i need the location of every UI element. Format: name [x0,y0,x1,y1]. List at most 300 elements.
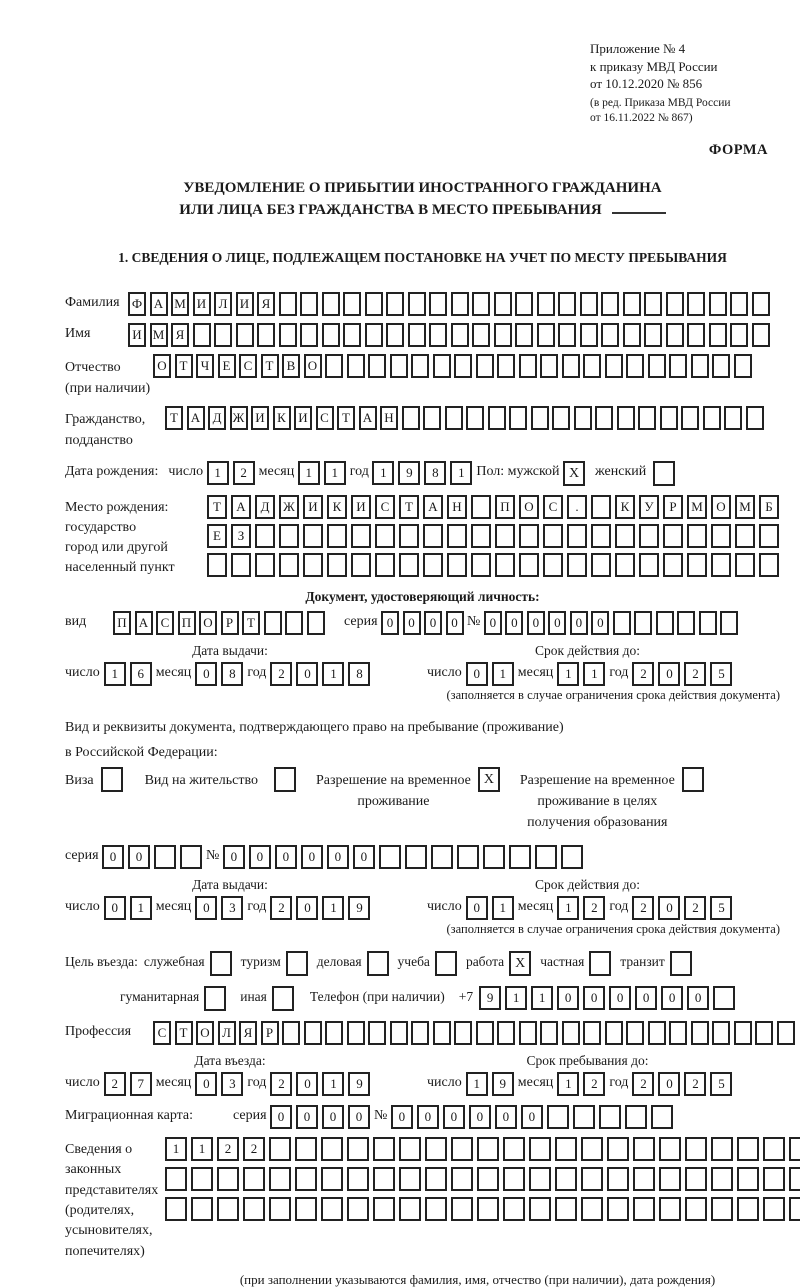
char-cell[interactable] [752,292,770,316]
purpose-work-checkbox[interactable]: X [509,951,531,976]
char-cell[interactable]: 1 [450,461,472,485]
char-cell[interactable] [711,1167,733,1191]
char-cell[interactable] [669,354,687,378]
char-cell[interactable] [300,323,318,347]
char-cell[interactable]: 1 [322,662,344,686]
char-cell[interactable] [411,354,429,378]
char-cell[interactable] [519,553,539,577]
char-cell[interactable]: М [171,292,189,316]
char-cell[interactable] [373,1197,395,1221]
char-cell[interactable] [243,1197,265,1221]
char-cell[interactable]: С [316,406,334,430]
char-cell[interactable] [457,845,479,869]
purpose-humanitarian-checkbox[interactable] [204,986,226,1011]
char-cell[interactable] [687,323,705,347]
char-cell[interactable]: 2 [583,1072,605,1096]
char-cell[interactable] [789,1197,800,1221]
char-cell[interactable]: П [178,611,196,635]
char-cell[interactable] [699,611,717,635]
char-cell[interactable] [368,1021,386,1045]
char-cell[interactable]: 1 [531,986,553,1010]
char-cell[interactable]: 1 [557,662,579,686]
char-cell[interactable] [408,292,426,316]
char-cell[interactable] [191,1167,213,1191]
char-cell[interactable]: Н [380,406,398,430]
char-cell[interactable] [555,1197,577,1221]
char-cell[interactable] [488,406,506,430]
char-cell[interactable]: 0 [417,1105,439,1129]
char-cell[interactable] [433,1021,451,1045]
char-cell[interactable] [712,354,730,378]
char-cell[interactable] [279,553,299,577]
char-cell[interactable]: 2 [684,896,706,920]
char-cell[interactable] [243,1167,265,1191]
char-cell[interactable]: 0 [495,1105,517,1129]
char-cell[interactable] [709,292,727,316]
residence-permit-checkbox[interactable] [274,767,296,792]
char-cell[interactable]: 0 [424,611,442,635]
char-cell[interactable] [703,406,721,430]
char-cell[interactable] [303,553,323,577]
char-cell[interactable] [519,524,539,548]
char-cell[interactable] [279,323,297,347]
char-cell[interactable] [583,1021,601,1045]
char-cell[interactable]: 1 [372,461,394,485]
char-cell[interactable] [763,1167,785,1191]
char-cell[interactable]: А [187,406,205,430]
char-cell[interactable]: И [303,495,323,519]
char-cell[interactable]: А [423,495,443,519]
char-cell[interactable]: 0 [609,986,631,1010]
char-cell[interactable]: 0 [195,662,217,686]
char-cell[interactable]: 0 [327,845,349,869]
char-cell[interactable] [451,292,469,316]
char-cell[interactable]: 0 [527,611,545,635]
char-cell[interactable] [471,553,491,577]
char-cell[interactable]: 9 [348,896,370,920]
char-cell[interactable] [543,553,563,577]
char-cell[interactable]: Р [261,1021,279,1045]
char-cell[interactable]: Н [447,495,467,519]
char-cell[interactable]: 0 [443,1105,465,1129]
char-cell[interactable] [547,1105,569,1129]
char-cell[interactable] [644,323,662,347]
char-cell[interactable] [282,1021,300,1045]
char-cell[interactable] [687,292,705,316]
char-cell[interactable] [399,524,419,548]
char-cell[interactable] [759,553,779,577]
char-cell[interactable] [347,1137,369,1161]
char-cell[interactable]: 0 [270,1105,292,1129]
char-cell[interactable]: 1 [322,1072,344,1096]
char-cell[interactable] [390,1021,408,1045]
char-cell[interactable]: 2 [243,1137,265,1161]
char-cell[interactable] [180,845,202,869]
char-cell[interactable]: А [231,495,251,519]
char-cell[interactable]: 9 [492,1072,514,1096]
char-cell[interactable] [399,1167,421,1191]
char-cell[interactable]: Т [165,406,183,430]
char-cell[interactable] [755,1021,773,1045]
char-cell[interactable]: Б [759,495,779,519]
char-cell[interactable]: Ж [279,495,299,519]
char-cell[interactable] [477,1137,499,1161]
char-cell[interactable] [663,553,683,577]
char-cell[interactable] [503,1197,525,1221]
char-cell[interactable]: 1 [298,461,320,485]
char-cell[interactable] [737,1167,759,1191]
char-cell[interactable] [264,611,282,635]
char-cell[interactable] [509,845,531,869]
temp-residence-permit-checkbox[interactable]: X [478,767,500,792]
char-cell[interactable]: Р [221,611,239,635]
char-cell[interactable] [535,845,557,869]
char-cell[interactable]: 2 [632,662,654,686]
char-cell[interactable] [373,1137,395,1161]
char-cell[interactable] [322,323,340,347]
char-cell[interactable]: И [128,323,146,347]
char-cell[interactable] [269,1197,291,1221]
temp-residence-permit-education-checkbox[interactable] [682,767,704,792]
purpose-official-checkbox[interactable] [210,951,232,976]
char-cell[interactable]: А [135,611,153,635]
char-cell[interactable]: В [282,354,300,378]
char-cell[interactable] [648,354,666,378]
char-cell[interactable] [519,1021,537,1045]
char-cell[interactable] [429,292,447,316]
char-cell[interactable] [734,1021,752,1045]
char-cell[interactable] [543,524,563,548]
char-cell[interactable] [567,553,587,577]
char-cell[interactable]: 2 [270,1072,292,1096]
char-cell[interactable] [279,292,297,316]
char-cell[interactable] [607,1137,629,1161]
char-cell[interactable] [615,524,635,548]
char-cell[interactable] [471,495,491,519]
char-cell[interactable]: 1 [324,461,346,485]
char-cell[interactable]: 0 [446,611,464,635]
char-cell[interactable] [574,406,592,430]
char-cell[interactable]: 5 [710,896,732,920]
char-cell[interactable]: Я [171,323,189,347]
char-cell[interactable] [321,1137,343,1161]
char-cell[interactable] [651,1105,673,1129]
char-cell[interactable]: И [236,292,254,316]
char-cell[interactable] [295,1197,317,1221]
char-cell[interactable]: 1 [492,896,514,920]
char-cell[interactable] [789,1137,800,1161]
char-cell[interactable] [607,1167,629,1191]
char-cell[interactable]: 5 [710,1072,732,1096]
char-cell[interactable] [777,1021,795,1045]
char-cell[interactable] [633,1137,655,1161]
char-cell[interactable] [476,1021,494,1045]
char-cell[interactable] [763,1197,785,1221]
char-cell[interactable] [529,1197,551,1221]
char-cell[interactable]: К [273,406,291,430]
char-cell[interactable]: 0 [658,896,680,920]
char-cell[interactable] [405,845,427,869]
char-cell[interactable] [573,1105,595,1129]
char-cell[interactable] [595,406,613,430]
char-cell[interactable]: 2 [233,461,255,485]
char-cell[interactable]: 2 [583,896,605,920]
char-cell[interactable] [373,1167,395,1191]
char-cell[interactable] [648,1021,666,1045]
char-cell[interactable] [343,323,361,347]
char-cell[interactable] [411,1021,429,1045]
char-cell[interactable]: 1 [165,1137,187,1161]
char-cell[interactable] [503,1137,525,1161]
char-cell[interactable] [735,553,755,577]
char-cell[interactable]: 0 [128,845,150,869]
char-cell[interactable] [347,1197,369,1221]
char-cell[interactable] [605,354,623,378]
gender-male-checkbox[interactable]: X [563,461,585,486]
char-cell[interactable] [351,524,371,548]
char-cell[interactable] [724,406,742,430]
char-cell[interactable] [423,406,441,430]
char-cell[interactable] [279,524,299,548]
char-cell[interactable] [497,354,515,378]
char-cell[interactable] [257,323,275,347]
char-cell[interactable]: П [495,495,515,519]
char-cell[interactable]: 0 [484,611,502,635]
char-cell[interactable] [321,1197,343,1221]
char-cell[interactable] [529,1137,551,1161]
purpose-business-checkbox[interactable] [367,951,389,976]
char-cell[interactable] [685,1137,707,1161]
char-cell[interactable] [685,1197,707,1221]
char-cell[interactable]: С [239,354,257,378]
char-cell[interactable] [423,524,443,548]
char-cell[interactable] [454,1021,472,1045]
char-cell[interactable] [617,406,635,430]
char-cell[interactable] [269,1167,291,1191]
char-cell[interactable]: 0 [348,1105,370,1129]
purpose-study-checkbox[interactable] [435,951,457,976]
char-cell[interactable]: 1 [557,896,579,920]
char-cell[interactable]: Е [218,354,236,378]
char-cell[interactable]: Я [257,292,275,316]
char-cell[interactable] [752,323,770,347]
char-cell[interactable] [351,553,371,577]
char-cell[interactable]: П [113,611,131,635]
char-cell[interactable]: 0 [353,845,375,869]
char-cell[interactable] [607,1197,629,1221]
char-cell[interactable] [515,323,533,347]
char-cell[interactable] [304,1021,322,1045]
char-cell[interactable] [623,323,641,347]
char-cell[interactable] [656,611,674,635]
char-cell[interactable]: 1 [466,1072,488,1096]
char-cell[interactable] [295,1167,317,1191]
purpose-transit-checkbox[interactable] [670,951,692,976]
char-cell[interactable] [154,845,176,869]
char-cell[interactable] [386,323,404,347]
char-cell[interactable] [368,354,386,378]
char-cell[interactable] [558,292,576,316]
purpose-private-checkbox[interactable] [589,951,611,976]
char-cell[interactable] [638,406,656,430]
char-cell[interactable]: 0 [658,1072,680,1096]
char-cell[interactable] [601,292,619,316]
char-cell[interactable]: Ч [196,354,214,378]
char-cell[interactable]: Я [239,1021,257,1045]
char-cell[interactable] [451,1197,473,1221]
char-cell[interactable]: С [375,495,395,519]
char-cell[interactable] [476,354,494,378]
char-cell[interactable] [347,1167,369,1191]
char-cell[interactable]: К [615,495,635,519]
char-cell[interactable] [687,524,707,548]
char-cell[interactable] [663,524,683,548]
gender-female-checkbox[interactable] [653,461,675,486]
char-cell[interactable]: Р [663,495,683,519]
char-cell[interactable]: 1 [583,662,605,686]
char-cell[interactable]: 1 [207,461,229,485]
char-cell[interactable] [451,1167,473,1191]
char-cell[interactable]: Д [208,406,226,430]
char-cell[interactable]: . [567,495,587,519]
char-cell[interactable] [408,323,426,347]
char-cell[interactable] [327,524,347,548]
char-cell[interactable] [581,1167,603,1191]
char-cell[interactable]: 3 [221,1072,243,1096]
char-cell[interactable]: 2 [684,662,706,686]
char-cell[interactable] [615,553,635,577]
char-cell[interactable]: Т [175,1021,193,1045]
char-cell[interactable] [423,553,443,577]
char-cell[interactable] [303,524,323,548]
char-cell[interactable]: Е [207,524,227,548]
char-cell[interactable]: 0 [469,1105,491,1129]
char-cell[interactable] [217,1197,239,1221]
char-cell[interactable] [497,1021,515,1045]
char-cell[interactable]: 8 [348,662,370,686]
char-cell[interactable] [730,323,748,347]
char-cell[interactable] [454,354,472,378]
char-cell[interactable] [472,323,490,347]
char-cell[interactable] [634,611,652,635]
char-cell[interactable]: 0 [104,896,126,920]
char-cell[interactable] [255,524,275,548]
char-cell[interactable]: 0 [249,845,271,869]
char-cell[interactable]: 1 [322,896,344,920]
char-cell[interactable] [599,1105,621,1129]
char-cell[interactable]: И [294,406,312,430]
char-cell[interactable]: Л [218,1021,236,1045]
char-cell[interactable] [666,292,684,316]
char-cell[interactable]: 0 [687,986,709,1010]
char-cell[interactable]: 0 [548,611,566,635]
char-cell[interactable] [601,323,619,347]
char-cell[interactable] [191,1197,213,1221]
char-cell[interactable] [711,1137,733,1161]
char-cell[interactable] [659,1137,681,1161]
char-cell[interactable] [445,406,463,430]
char-cell[interactable] [375,553,395,577]
char-cell[interactable]: 0 [301,845,323,869]
char-cell[interactable] [540,1021,558,1045]
char-cell[interactable] [581,1137,603,1161]
char-cell[interactable] [591,495,611,519]
char-cell[interactable]: 1 [104,662,126,686]
char-cell[interactable] [580,323,598,347]
char-cell[interactable]: 0 [557,986,579,1010]
char-cell[interactable]: Ж [230,406,248,430]
char-cell[interactable] [580,292,598,316]
char-cell[interactable] [207,553,227,577]
char-cell[interactable]: К [327,495,347,519]
char-cell[interactable] [327,553,347,577]
char-cell[interactable]: Т [207,495,227,519]
char-cell[interactable] [711,553,731,577]
char-cell[interactable] [583,354,601,378]
char-cell[interactable] [477,1197,499,1221]
visa-checkbox[interactable] [101,767,123,792]
char-cell[interactable] [691,354,709,378]
char-cell[interactable]: С [156,611,174,635]
char-cell[interactable] [447,524,467,548]
char-cell[interactable] [558,323,576,347]
char-cell[interactable] [477,1167,499,1191]
char-cell[interactable] [399,1197,421,1221]
char-cell[interactable] [759,524,779,548]
char-cell[interactable]: О [199,611,217,635]
char-cell[interactable] [285,611,303,635]
char-cell[interactable]: 9 [479,986,501,1010]
char-cell[interactable]: С [153,1021,171,1045]
char-cell[interactable] [737,1137,759,1161]
char-cell[interactable] [472,292,490,316]
char-cell[interactable] [236,323,254,347]
char-cell[interactable] [451,1137,473,1161]
char-cell[interactable]: 2 [632,1072,654,1096]
char-cell[interactable] [562,354,580,378]
char-cell[interactable]: 0 [661,986,683,1010]
char-cell[interactable] [255,553,275,577]
char-cell[interactable] [390,354,408,378]
char-cell[interactable]: 0 [521,1105,543,1129]
char-cell[interactable] [687,553,707,577]
char-cell[interactable]: 0 [381,611,399,635]
char-cell[interactable] [734,354,752,378]
char-cell[interactable]: З [231,524,251,548]
char-cell[interactable] [321,1167,343,1191]
char-cell[interactable]: 0 [195,896,217,920]
char-cell[interactable] [509,406,527,430]
char-cell[interactable] [379,845,401,869]
char-cell[interactable]: 0 [296,1072,318,1096]
char-cell[interactable] [555,1137,577,1161]
char-cell[interactable]: 0 [570,611,588,635]
char-cell[interactable]: 7 [130,1072,152,1096]
char-cell[interactable] [425,1167,447,1191]
char-cell[interactable] [375,524,395,548]
char-cell[interactable] [347,354,365,378]
char-cell[interactable] [471,524,491,548]
char-cell[interactable]: И [351,495,371,519]
char-cell[interactable]: 1 [130,896,152,920]
char-cell[interactable]: О [711,495,731,519]
char-cell[interactable]: О [196,1021,214,1045]
char-cell[interactable] [494,323,512,347]
char-cell[interactable] [451,323,469,347]
char-cell[interactable] [431,845,453,869]
char-cell[interactable]: А [359,406,377,430]
char-cell[interactable]: 0 [658,662,680,686]
